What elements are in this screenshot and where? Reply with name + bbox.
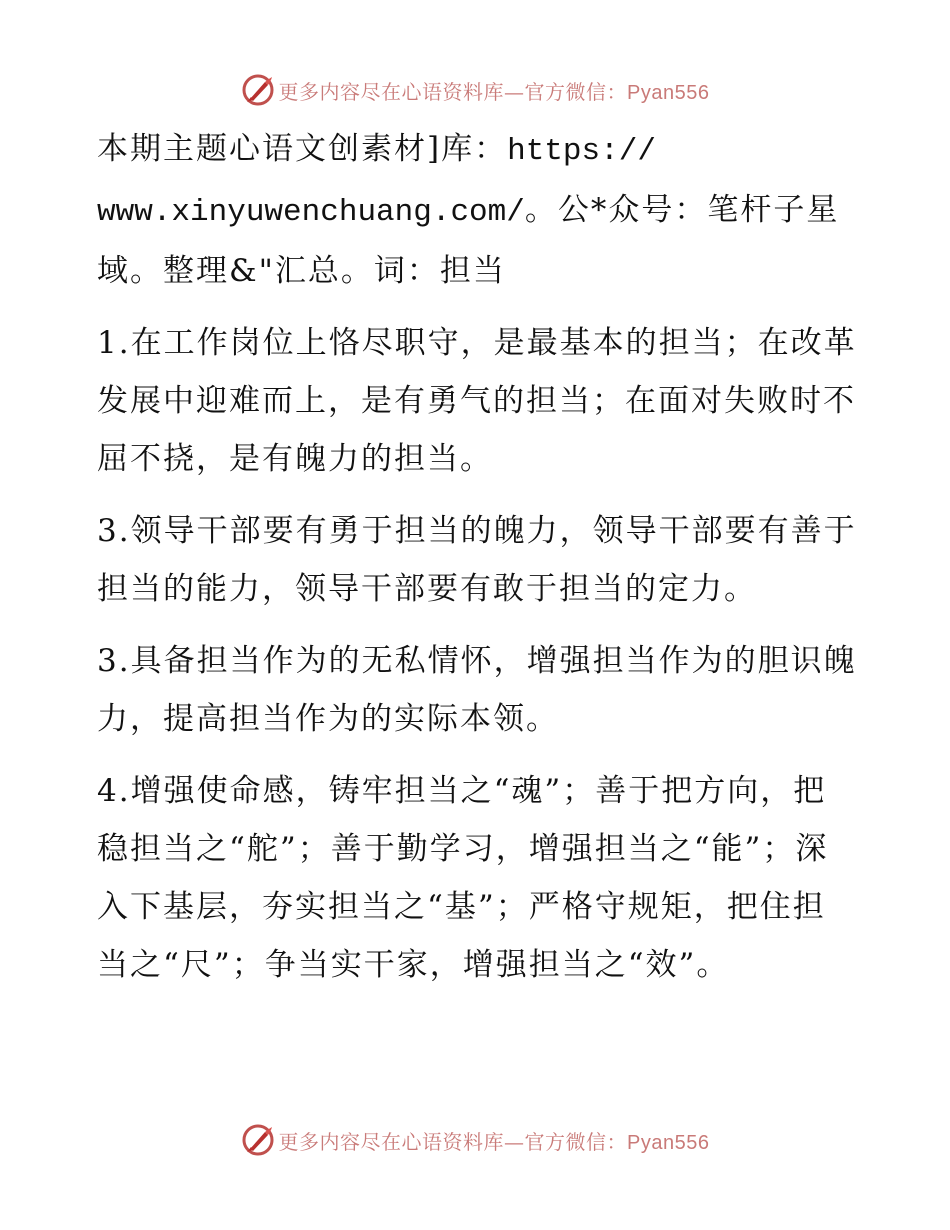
intro-text: 本期主题心语文创素材]库： <box>97 131 508 167</box>
banner-dash: — <box>504 79 525 104</box>
banner-account-label: 官方微信： <box>524 1129 628 1154</box>
intro-url-domain: www.xinyuwenchuang.com/ <box>97 195 525 230</box>
banner-main-text: 更多内容尽在心语资料库 <box>278 79 505 104</box>
banner-account-id: Pyan556 <box>627 81 710 104</box>
paragraph-1: 1.在工作岗位上恪尽职守，是最基本的担当；在改革发展中迎难而上，是有勇气的担当；在面对失败时不屈不挠，是有魄力的担当。 <box>97 325 857 477</box>
intro-text-rest: 。公*众号：笔杆子星域。整理&"汇总。词：担当 <box>97 192 840 289</box>
paragraph-2: 3.领导干部要有勇于担当的魄力，领导干部要有善于担当的能力，领导干部要有敢于担当的定力。 <box>97 513 857 607</box>
paragraph-4: 4.增强使命感，铸牢担当之“魂”；善于把方向，把稳担当之“舵”；善于勤学习，增强担当之“能”；深入下基层，夯实担当之“基”；严格守规矩，把住担当之“尺”；争当实干家，增强担当之“效”。 <box>97 773 829 983</box>
pen-feather-logo-icon <box>241 1123 275 1157</box>
banner-account-id: Pyan556 <box>627 1131 710 1154</box>
intro-url-prefix: https:// <box>507 134 656 169</box>
header-banner <box>0 70 950 110</box>
document-body <box>97 120 857 994</box>
paragraph-3: 3.具备担当作为的无私情怀，增强担当作为的胆识魄力，提高担当作为的实际本领。 <box>97 643 857 737</box>
pen-feather-logo-icon <box>241 73 275 107</box>
banner-main-text: 更多内容尽在心语资料库 <box>278 1129 505 1154</box>
footer-banner <box>0 1120 950 1160</box>
banner-dash: — <box>504 1129 525 1154</box>
intro-paragraph <box>97 120 857 300</box>
banner-account-label: 官方微信： <box>524 79 628 104</box>
